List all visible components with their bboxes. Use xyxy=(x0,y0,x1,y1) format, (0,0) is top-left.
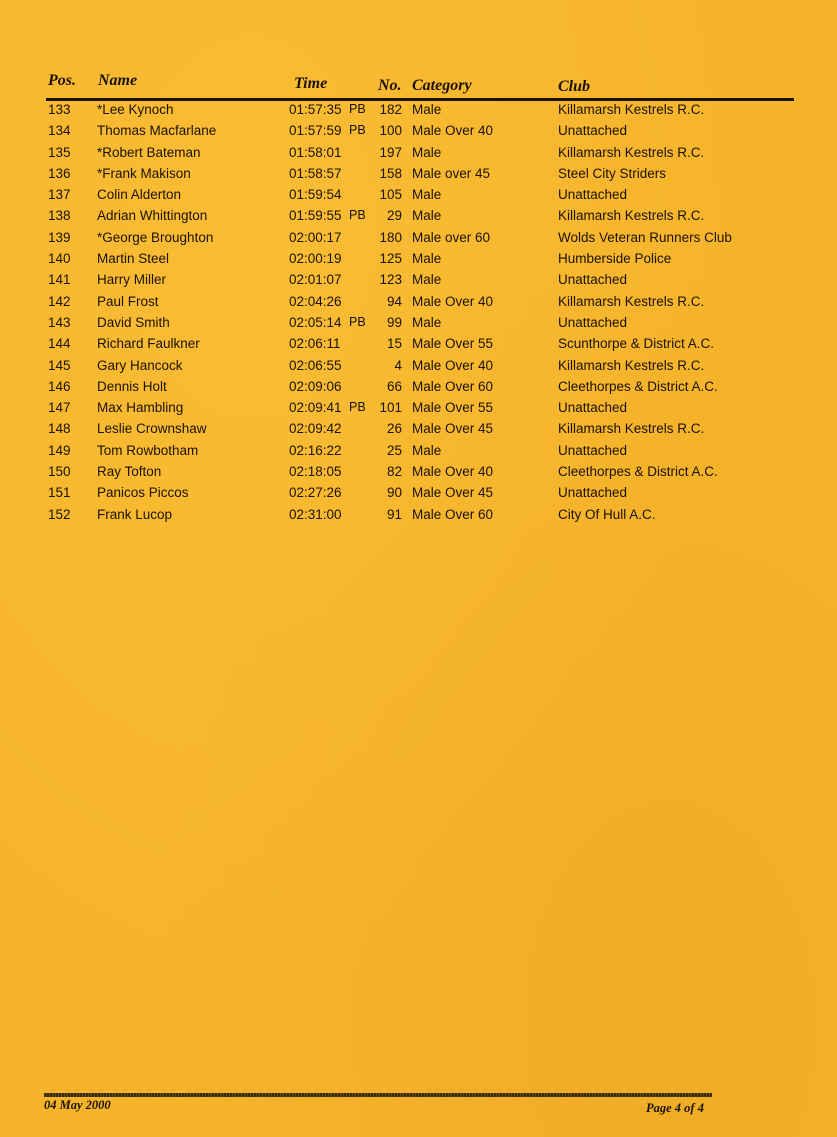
runner-club: Cleethorpes & District A.C. xyxy=(558,378,718,394)
runner-category: Male over 45 xyxy=(412,165,491,181)
race-number: 25 xyxy=(386,442,402,458)
race-number: 101 xyxy=(379,400,402,416)
finish-time: 02:09:06 xyxy=(289,378,342,394)
footer-divider xyxy=(44,1093,712,1097)
race-number: 123 xyxy=(379,272,402,288)
result-position: 149 xyxy=(48,442,71,458)
finish-time: 02:09:41 xyxy=(289,400,342,416)
runner-club: Killamarsh Kestrels R.C. xyxy=(558,102,705,117)
pb-marker: PB xyxy=(349,400,366,415)
table-row xyxy=(0,251,837,272)
result-position: 139 xyxy=(48,229,71,245)
finish-time: 02:00:19 xyxy=(289,251,342,267)
runner-category: Male Over 55 xyxy=(412,400,494,416)
runner-name: Harry Miller xyxy=(97,272,166,288)
runner-name: *George Broughton xyxy=(97,229,214,245)
runner-name: Tom Rowbotham xyxy=(97,442,199,458)
finish-time: 02:06:55 xyxy=(289,357,342,373)
runner-category: Male xyxy=(412,187,442,203)
runner-category: Male xyxy=(412,251,442,267)
result-position: 140 xyxy=(48,251,71,267)
race-number: 158 xyxy=(379,165,402,181)
race-number: 197 xyxy=(379,144,402,160)
runner-club: Killamarsh Kestrels R.C. xyxy=(558,208,705,224)
pb-marker: PB xyxy=(349,314,366,329)
race-number: 180 xyxy=(379,229,402,245)
finish-time: 01:58:57 xyxy=(289,165,342,181)
runner-club: Killamarsh Kestrels R.C. xyxy=(558,357,705,373)
runner-name: Paul Frost xyxy=(97,293,159,309)
runner-name: Colin Alderton xyxy=(97,187,182,203)
runner-name: Martin Steel xyxy=(97,251,170,267)
runner-category: Male Over 45 xyxy=(412,485,494,501)
runner-category: Male xyxy=(412,314,442,330)
finish-time: 02:01:07 xyxy=(289,272,342,288)
finish-time: 02:06:11 xyxy=(289,336,341,352)
result-position: 152 xyxy=(48,506,71,522)
finish-time: 02:00:17 xyxy=(289,229,342,245)
result-position: 148 xyxy=(48,421,71,437)
finish-time: 02:27:26 xyxy=(289,485,342,501)
runner-name: Panicos Piccos xyxy=(97,485,189,501)
header-category: Category xyxy=(412,77,472,94)
runner-club: Scunthorpe & District A.C. xyxy=(558,336,715,352)
runner-category: Male Over 45 xyxy=(412,421,494,437)
finish-time: 01:57:59 xyxy=(289,123,342,139)
runner-club: Unattached xyxy=(558,442,628,458)
result-position: 147 xyxy=(48,400,71,416)
runner-club: Unattached xyxy=(558,187,628,203)
runner-category: Male Over 55 xyxy=(412,336,494,352)
table-row xyxy=(0,294,837,315)
runner-club: Humberside Police xyxy=(558,251,672,267)
runner-category: Male Over 60 xyxy=(412,378,494,394)
result-position: 136 xyxy=(48,165,71,181)
runner-club: Unattached xyxy=(558,314,628,330)
result-position: 135 xyxy=(48,144,71,160)
runner-club: Killamarsh Kestrels R.C. xyxy=(558,144,705,160)
result-position: 145 xyxy=(48,357,71,373)
table-row xyxy=(0,485,837,506)
runner-club: Wolds Veteran Runners Club xyxy=(558,229,732,245)
header-divider xyxy=(46,98,794,101)
runner-club: Killamarsh Kestrels R.C. xyxy=(558,421,705,437)
result-position: 151 xyxy=(48,485,71,501)
pb-marker: PB xyxy=(349,123,366,138)
table-row xyxy=(0,230,837,251)
runner-club: Steel City Striders xyxy=(558,165,667,181)
finish-time: 02:05:14 xyxy=(289,314,342,330)
finish-time: 01:59:55 xyxy=(289,208,342,224)
race-number: 105 xyxy=(379,187,402,203)
result-position: 138 xyxy=(48,208,71,224)
runner-category: Male xyxy=(412,442,442,458)
table-row xyxy=(0,187,837,208)
runner-name: Thomas Macfarlane xyxy=(97,123,217,139)
runner-name: David Smith xyxy=(97,314,170,330)
table-row xyxy=(0,336,837,357)
runner-club: City Of Hull A.C. xyxy=(558,506,656,522)
finish-time: 02:09:42 xyxy=(289,421,342,437)
race-number: 94 xyxy=(386,293,402,309)
table-row xyxy=(0,400,837,421)
finish-time: 02:31:00 xyxy=(289,506,342,522)
race-number: 99 xyxy=(386,314,402,330)
pb-marker: PB xyxy=(349,102,366,116)
runner-name: *Frank Makison xyxy=(97,165,191,181)
finish-time: 02:18:05 xyxy=(289,464,342,480)
race-number: 4 xyxy=(394,357,402,373)
footer-date: 04 May 2000 xyxy=(44,1098,111,1112)
runner-name: Ray Tofton xyxy=(97,464,162,480)
table-header xyxy=(46,72,796,94)
table-row xyxy=(0,145,837,166)
header-time: Time xyxy=(294,75,328,92)
header-name: Name xyxy=(98,72,138,89)
runner-category: Male xyxy=(412,208,442,224)
runner-name: Gary Hancock xyxy=(97,357,183,373)
result-position: 141 xyxy=(48,272,71,288)
header-club: Club xyxy=(558,78,591,95)
table-row xyxy=(0,166,837,187)
runner-name: Max Hambling xyxy=(97,400,184,416)
table-row xyxy=(0,358,837,379)
finish-time: 01:59:54 xyxy=(289,187,342,203)
race-number: 100 xyxy=(379,123,402,139)
table-row xyxy=(0,315,837,336)
table-row xyxy=(0,123,837,144)
race-number: 182 xyxy=(379,102,402,117)
runner-club: Cleethorpes & District A.C. xyxy=(558,464,718,480)
result-position: 143 xyxy=(48,314,71,330)
table-row xyxy=(0,208,837,229)
race-number: 26 xyxy=(386,421,402,437)
runner-category: Male over 60 xyxy=(412,229,491,245)
finish-time: 02:16:22 xyxy=(289,442,342,458)
runner-name: Richard Faulkner xyxy=(97,336,200,352)
runner-name: Frank Lucop xyxy=(97,506,173,522)
runner-club: Unattached xyxy=(558,485,628,501)
runner-name: *Robert Bateman xyxy=(97,144,201,160)
runner-name: Dennis Holt xyxy=(97,378,167,394)
race-number: 29 xyxy=(386,208,402,224)
runner-category: Male Over 60 xyxy=(412,506,494,522)
runner-name: *Lee Kynoch xyxy=(97,102,174,117)
runner-category: Male xyxy=(412,272,442,288)
race-number: 125 xyxy=(379,251,402,267)
runner-name: Leslie Crownshaw xyxy=(97,421,207,437)
runner-category: Male xyxy=(412,144,442,160)
runner-name: Adrian Whittington xyxy=(97,208,208,224)
table-row xyxy=(0,102,837,123)
result-position: 134 xyxy=(48,123,71,139)
runner-category: Male Over 40 xyxy=(412,357,494,373)
race-number: 66 xyxy=(386,378,402,394)
result-position: 146 xyxy=(48,378,71,394)
runner-category: Male Over 40 xyxy=(412,123,494,139)
table-row xyxy=(0,421,837,442)
result-position: 144 xyxy=(48,336,71,352)
runner-club: Killamarsh Kestrels R.C. xyxy=(558,293,705,309)
table-row xyxy=(0,464,837,485)
results-table xyxy=(0,102,837,528)
footer-page-number: Page 4 of 4 xyxy=(646,1101,704,1115)
runner-category: Male xyxy=(412,102,442,117)
finish-time: 02:04:26 xyxy=(289,293,342,309)
result-position: 150 xyxy=(48,464,71,480)
result-position: 133 xyxy=(48,102,71,117)
header-pos: Pos. xyxy=(48,72,76,89)
race-number: 91 xyxy=(386,506,402,522)
race-number: 82 xyxy=(386,464,402,480)
table-row xyxy=(0,379,837,400)
result-position: 137 xyxy=(48,187,71,203)
table-row xyxy=(0,443,837,464)
runner-club: Unattached xyxy=(558,400,628,416)
header-no: No. xyxy=(378,77,402,94)
finish-time: 01:58:01 xyxy=(289,144,342,160)
race-number: 90 xyxy=(386,485,402,501)
race-number: 15 xyxy=(386,336,402,352)
table-row xyxy=(0,272,837,293)
runner-club: Unattached xyxy=(558,272,628,288)
runner-category: Male Over 40 xyxy=(412,464,494,480)
table-row xyxy=(0,507,837,528)
result-position: 142 xyxy=(48,293,71,309)
runner-category: Male Over 40 xyxy=(412,293,494,309)
finish-time: 01:57:35 xyxy=(289,102,342,117)
runner-club: Unattached xyxy=(558,123,628,139)
pb-marker: PB xyxy=(349,208,366,223)
